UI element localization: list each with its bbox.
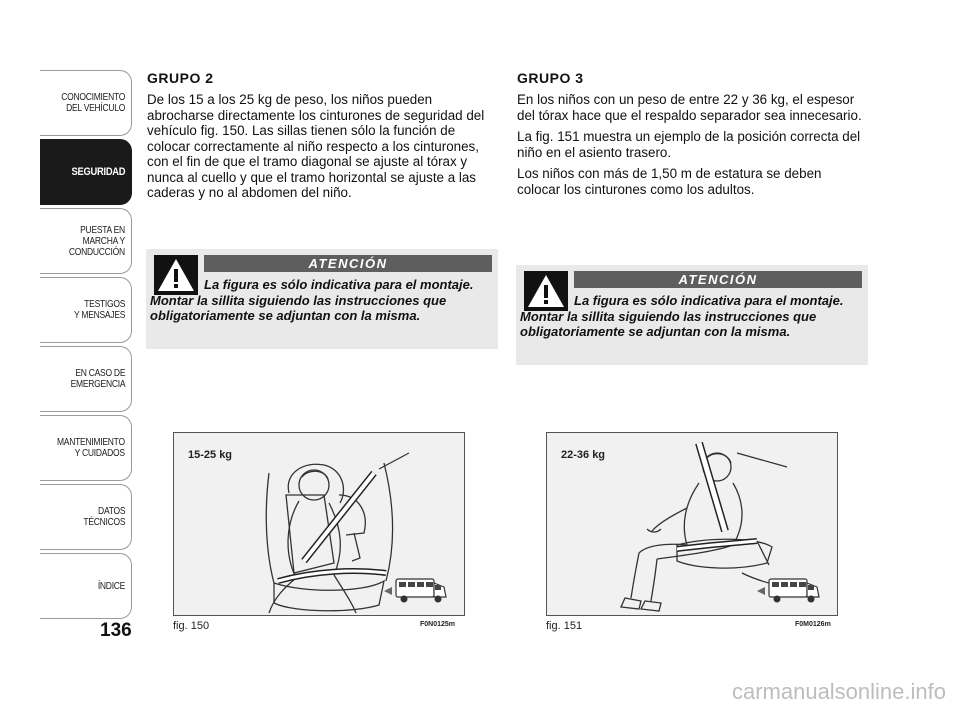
arrow-left-icon [384, 587, 392, 595]
figure-code: F0N0125m [420, 621, 456, 628]
figure-caption: fig. 150 [173, 620, 210, 632]
weight-label: 22-36 kg [561, 449, 606, 461]
tab-en-caso-de-emergencia[interactable] [40, 346, 132, 412]
van-icon [755, 575, 827, 607]
tab-label: DATOS TÉCNICOS [83, 506, 125, 528]
tab-datos-tecnicos[interactable] [40, 484, 132, 550]
tab-label: PUESTA EN MARCHA Y CONDUCCIÓN [68, 224, 125, 258]
warning-box [146, 249, 498, 349]
tab-mantenimiento[interactable] [40, 415, 132, 481]
warning-title: ATENCIÓN [204, 255, 492, 272]
watermark: carmanualsonline.info [731, 679, 946, 704]
tab-puesta-en-marcha[interactable] [40, 208, 132, 274]
warning-title: ATENCIÓN [574, 271, 862, 288]
group3-section [517, 70, 867, 203]
warning-box [516, 265, 868, 365]
group3-paragraph: La fig. 151 muestra un ejemplo de la posición correcta del niño en el asiento trasero. [517, 129, 861, 160]
tab-label: ÍNDICE [97, 580, 125, 592]
van-icon [382, 575, 454, 607]
warning-text: La figura es sólo indicativa para el montaje. Montar la sillita siguiendo las instrucciones que obligatoriamente se adjuntan con la misma. [150, 277, 474, 323]
group3-heading: GRUPO 3 [517, 70, 584, 86]
figure-151 [546, 432, 838, 616]
figure-code: F0M0126m [795, 621, 831, 628]
tab-label: TESTIGOS Y MENSAJES [73, 299, 125, 321]
warning-text: La figura es sólo indicativa para el montaje. Montar la sillita siguiendo las instrucciones que obligatoriamente se adjuntan con la misma. [520, 293, 844, 339]
group2-section [147, 70, 497, 207]
tab-conocimiento-del-vehiculo[interactable] [40, 70, 132, 136]
group2-heading: GRUPO 2 [147, 70, 214, 86]
tab-label: MANTENIMIENTO Y CUIDADOS [57, 437, 125, 459]
tab-seguridad[interactable] [40, 139, 132, 205]
figure-caption: fig. 151 [546, 620, 583, 632]
arrow-left-icon [757, 587, 765, 595]
tab-testigos-y-mensajes[interactable] [40, 277, 132, 343]
tab-label: SEGURIDAD [71, 165, 125, 178]
group3-paragraph: Los niños con más de 1,50 m de estatura se deben colocar los cinturones como los adultos. [517, 166, 822, 197]
figure-150 [173, 432, 465, 616]
page-number: 136 [100, 620, 132, 641]
group3-paragraph: En los niños con un peso de entre 22 y 36 kg, el espesor del tórax hace que el respaldo separador sea innecesario. [517, 92, 862, 123]
weight-label: 15-25 kg [188, 449, 233, 461]
tab-label: EN CASO DE EMERGENCIA [70, 368, 125, 390]
group2-paragraph: De los 15 a los 25 kg de peso, los niños pueden abrocharse directamente los cinturones de seguridad del vehículo fig. 150. Las sillas tienen sólo la función de colocar correctamente al niño respecto a los cinturones, con el fin de que el tramo diagonal se ajuste al tórax y nunca al cuello y que el tramo horizontal se ajuste a las caderas y no al abdomen del niño. [147, 92, 485, 200]
tab-indice[interactable] [40, 553, 132, 619]
tab-label: CONOCIMIENTO DEL VEHÍCULO [61, 92, 125, 114]
